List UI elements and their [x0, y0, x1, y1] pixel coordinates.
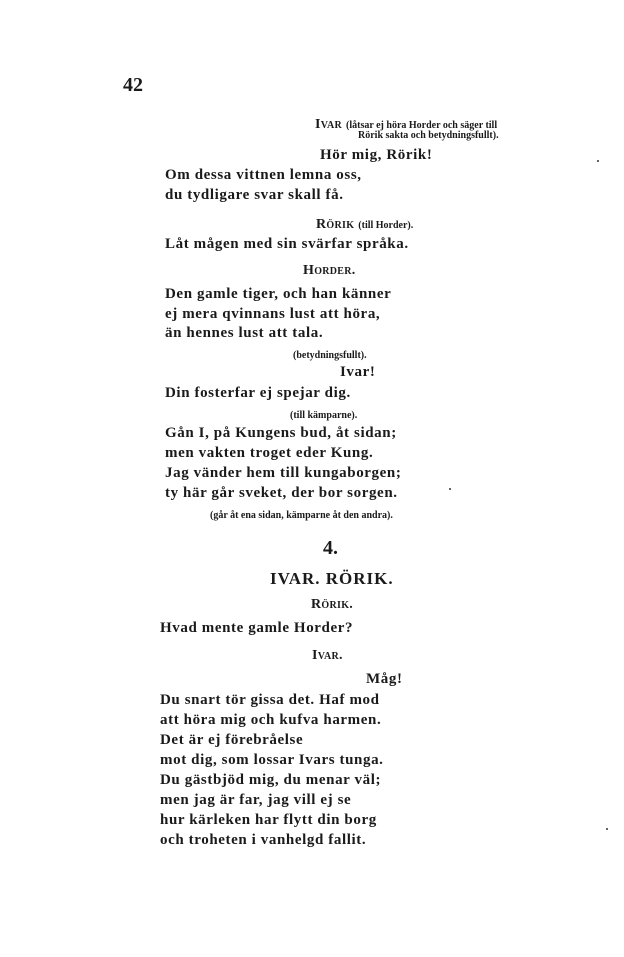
verse-line: Ivar! [340, 364, 376, 380]
speaker-name: Rörik [316, 217, 355, 232]
verse-line: ej mera qvinnans lust att höra, [165, 306, 381, 322]
speaker-name: Rörik. [311, 597, 354, 612]
verse-line: att höra mig och kufva harmen. [160, 712, 382, 728]
scene-number: 4. [323, 537, 338, 559]
ink-speck [606, 828, 608, 830]
verse-line: än hennes lust att tala. [165, 325, 324, 341]
speaker-direction [316, 215, 413, 233]
verse-line: Jag vänder hem till kungaborgen; [165, 465, 402, 481]
ink-speck [597, 160, 599, 162]
verse-line: Låt mågen med sin svärfar språka. [165, 236, 409, 252]
verse-line: hur kärleken har flytt din borg [160, 812, 377, 828]
stage-direction: (till kämparne). [290, 410, 358, 421]
verse-line: Din fosterfar ej spejar dig. [165, 385, 351, 401]
speaker-name: Ivar [315, 117, 343, 132]
verse-line: Måg! [366, 671, 403, 687]
verse-line: Du gästbjöd mig, du menar väl; [160, 772, 382, 788]
verse-line: men jag är far, jag vill ej se [160, 792, 352, 808]
stage-direction: Rörik sakta och betydningsfullt). [358, 130, 499, 141]
ink-speck [449, 488, 451, 490]
stage-direction: (går åt ena sidan, kämparne åt den andra). [210, 510, 393, 521]
verse-line: Det är ej förebråelse [160, 732, 304, 748]
speaker-name: Ivar. [312, 648, 343, 663]
stage-direction: (till Horder). [358, 220, 414, 231]
verse-line: du tydligare svar skall få. [165, 187, 344, 203]
verse-line: och troheten i vanhelgd fallit. [160, 832, 367, 848]
verse-line: men vakten troget eder Kung. [165, 445, 374, 461]
verse-line: Den gamle tiger, och han känner [165, 286, 392, 302]
verse-line: Du snart tör gissa det. Haf mod [160, 692, 380, 708]
verse-line: Gån I, på Kungens bud, åt sidan; [165, 425, 397, 441]
verse-line: Hvad mente gamle Horder? [160, 620, 354, 636]
speaker-name: Horder. [303, 263, 356, 278]
verse-line: mot dig, som lossar Ivars tunga. [160, 752, 384, 768]
stage-direction: (låtsar ej höra Horder och säger till [346, 120, 498, 131]
stage-direction: (betydningsfullt). [293, 350, 367, 361]
verse-line: ty här går sveket, der bor sorgen. [165, 485, 398, 501]
verse-line: Hör mig, Rörik! [320, 147, 433, 163]
page-number: 42 [123, 74, 143, 96]
scene-title: IVAR. RÖRIK. [270, 569, 394, 588]
verse-line: Om dessa vittnen lemna oss, [165, 167, 362, 183]
